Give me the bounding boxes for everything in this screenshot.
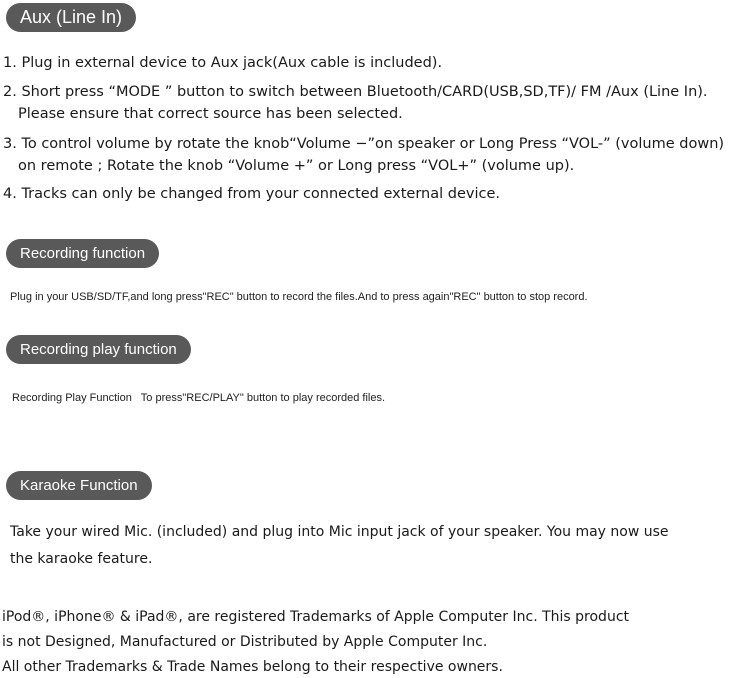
karaoke-line-1: Take your wired Mic. (included) and plug into Mic input jack of your speaker. You may now use [10,524,669,540]
section-header-recording-play: Recording play function [6,335,191,364]
aux-step-2-note: Please ensure that correct source has been selected. [18,106,403,122]
aux-step-3-cont: on remote ; Rotate the knob “Volume +” or Long press “VOL+” (volume up). [18,158,575,174]
aux-step-2: 2. Short press “MODE ” button to switch between Bluetooth/CARD(USB,SD,TF)/ FM /Aux (Line In). [3,84,708,100]
trademark-line-3: All other Trademarks & Trade Names belong to their respective owners. [2,659,503,675]
karaoke-line-2: the karaoke feature. [10,551,153,567]
trademark-line-2: is not Designed, Manufactured or Distributed by Apple Computer Inc. [2,634,488,650]
section-header-recording: Recording function [6,239,159,268]
section-header-aux: Aux (Line In) [6,3,136,32]
recording-play-text: Recording Play Function To press"REC/PLAY" button to play recorded files. [12,392,386,404]
aux-step-4: 4. Tracks can only be changed from your connected external device. [3,186,501,202]
aux-step-3: 3. To control volume by rotate the knob“Volume −”on speaker or Long Press “VOL-” (volume down) [3,136,725,152]
aux-step-1: 1. Plug in external device to Aux jack(Aux cable is included). [3,55,443,71]
recording-text: Plug in your USB/SD/TF,and long press"REC" button to record the files.And to press again"REC" button to stop record. [10,291,588,303]
section-header-karaoke: Karaoke Function [6,471,152,500]
trademark-line-1: iPod®, iPhone® & iPad®, are registered Trademarks of Apple Computer Inc. This product [2,609,630,625]
